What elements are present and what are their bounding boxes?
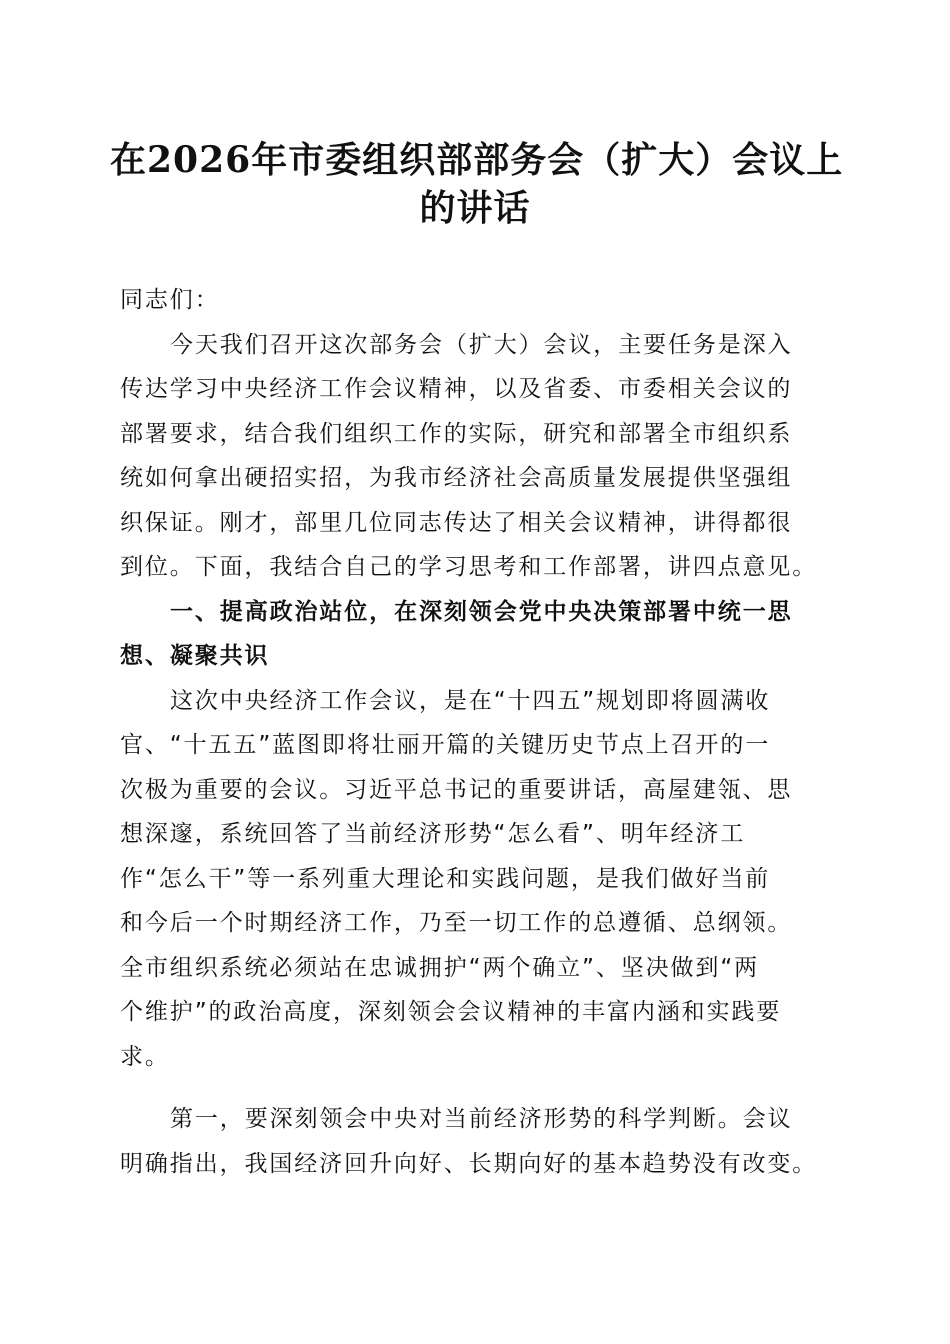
paragraph-line: 和今后一个时期经济工作，乃至一切工作的总遵循、总纲领。	[120, 910, 793, 936]
document-body	[120, 278, 840, 1186]
salutation: 同志们：	[120, 287, 220, 313]
paragraph-line: 统如何拿出硬招实招，为我市经济社会高质量发展提供坚强组	[120, 465, 793, 491]
paragraph-line: 全市组织系统必须站在忠诚拥护“两个确立”、坚决做到“两	[120, 954, 760, 981]
paragraph-line: 部署要求，结合我们组织工作的实际，研究和部署全市组织系	[120, 420, 793, 447]
paragraph-line: 官、“十五五”蓝图即将壮丽开篇的关键历史节点上召开的一	[120, 732, 771, 758]
paragraph-line: 个维护”的政治高度，深刻领会会议精神的丰富内涵和实践要	[120, 999, 782, 1025]
paragraph-line: 明确指出，我国经济回升向好、长期向好的基本趋势没有改变。	[120, 1150, 818, 1177]
paragraph-line: 求。	[120, 1043, 170, 1070]
title-line: 在2026年市委组织部部务会（扩大）会议上	[110, 139, 844, 181]
paragraph-line: 想深邃，系统回答了当前经济形势“怎么看”、明年经济工	[120, 821, 746, 847]
paragraph-line: 作“怎么干”等一系列重大理论和实践问题，是我们做好当前	[120, 865, 771, 892]
paragraph-line: 第一，要深刻领会中央对当前经济形势的科学判断。会议	[170, 1106, 793, 1132]
section-heading: 一、提高政治站位，在深刻领会党中央决策部署中统一思	[170, 598, 793, 625]
paragraph-line: 这次中央经济工作会议，是在“十四五”规划即将圆满收	[170, 687, 771, 714]
title-line: 的讲话	[419, 187, 531, 229]
paragraph-line: 次极为重要的会议。习近平总书记的重要讲话，高屋建瓴、思	[120, 776, 793, 803]
section-heading: 想、凝聚共识	[120, 643, 270, 669]
document-title	[110, 136, 844, 232]
paragraph-line: 传达学习中央经济工作会议精神，以及省委、市委相关会议的	[120, 376, 793, 402]
paragraph-line: 今天我们召开这次部务会（扩大）会议，主要任务是深入	[170, 331, 793, 358]
paragraph-line: 到位。下面，我结合自己的学习思考和工作部署，讲四点意见。	[120, 554, 818, 580]
paragraph-line: 织保证。刚才，部里几位同志传达了相关会议精神，讲得都很	[120, 509, 793, 536]
